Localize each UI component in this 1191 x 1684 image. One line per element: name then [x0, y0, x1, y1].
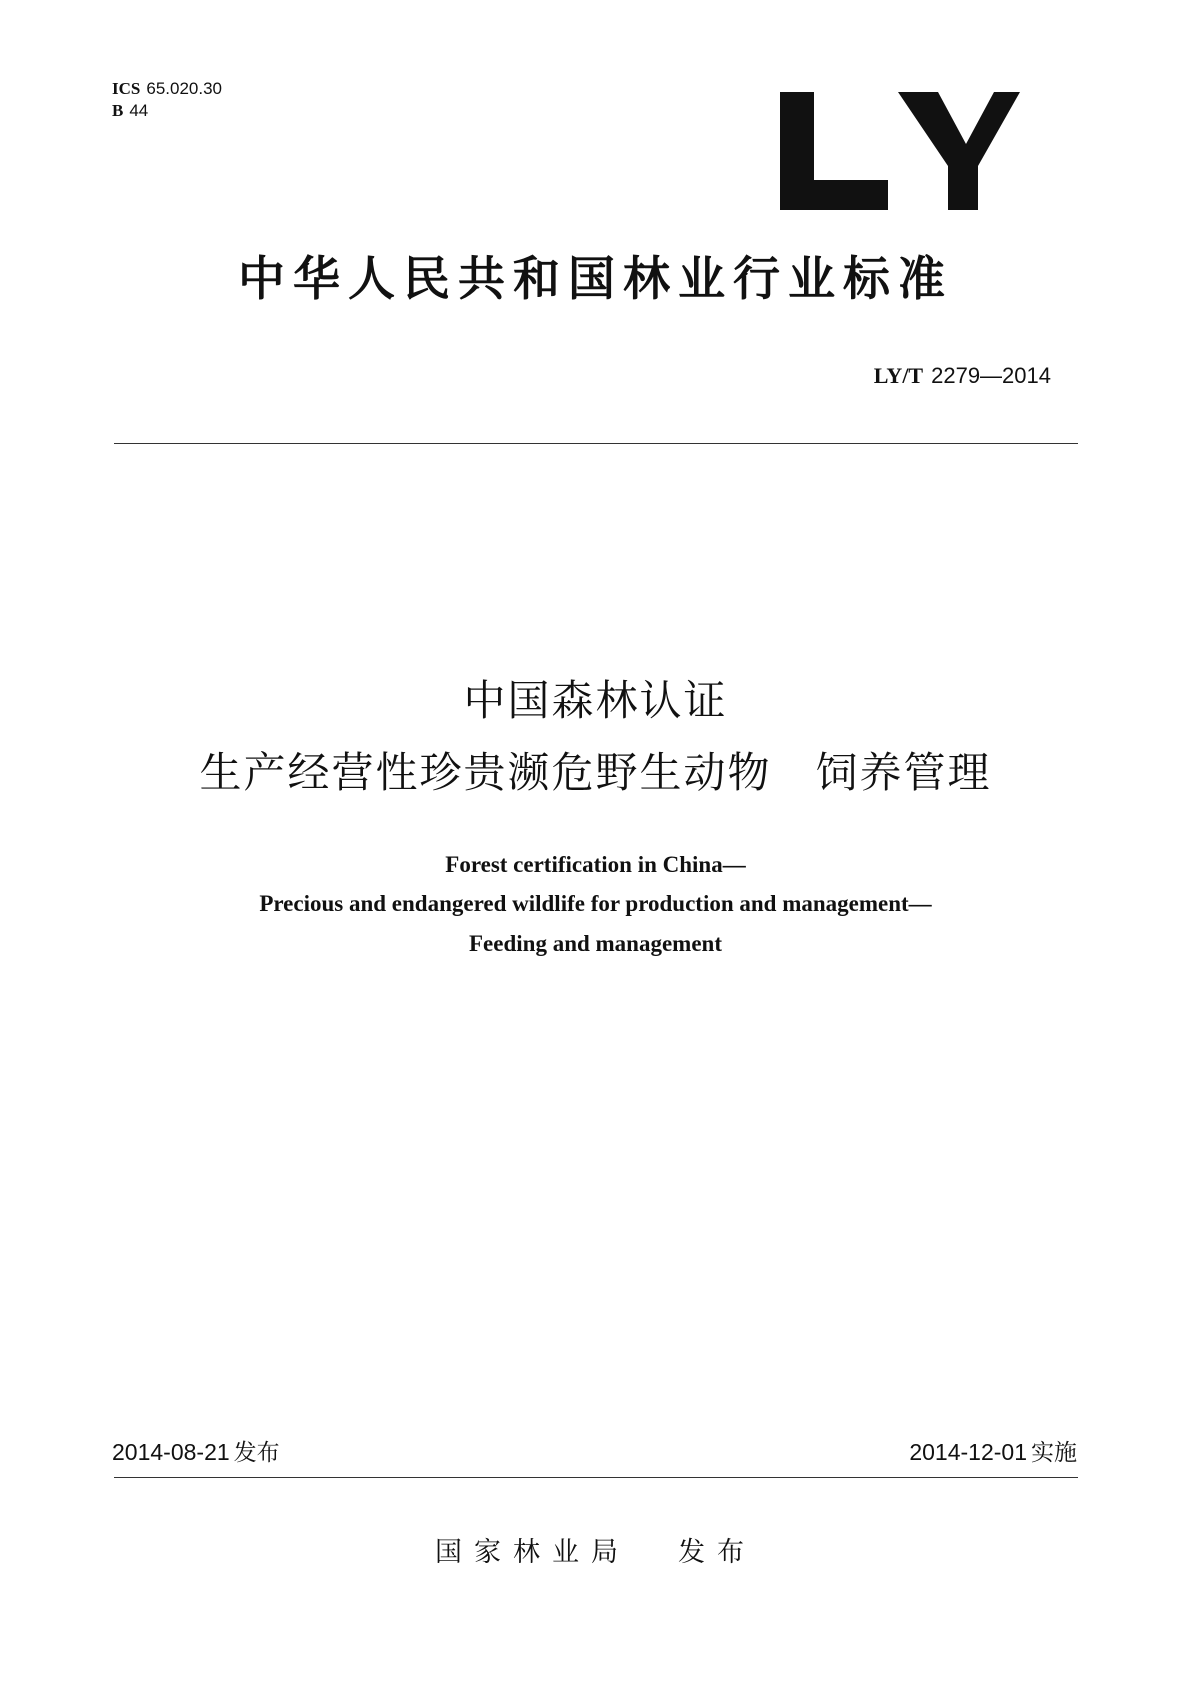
ccs-value: 44 — [129, 101, 149, 120]
logo-letter-l — [780, 92, 888, 210]
ics-code — [112, 78, 222, 100]
issue-date-label: 发布 — [233, 1440, 280, 1466]
title-cn-line2: 生产经营性珍贵濒危野生动物 饲养管理 — [199, 748, 992, 797]
ly-logo-mark — [780, 92, 1020, 210]
publisher-name: 国家林业局 — [435, 1537, 630, 1568]
ccs-label: B — [112, 101, 124, 120]
standard-number-prefix: LY/T — [873, 363, 924, 388]
title-cn-line1: 中国森林认证 — [463, 676, 728, 725]
ics-value: 65.020.30 — [146, 79, 222, 98]
ccs-code — [112, 100, 222, 122]
issue-date-value: 2014-08-21 — [112, 1439, 230, 1465]
implementation-date-value: 2014-12-01 — [909, 1439, 1027, 1465]
publisher — [0, 1535, 1191, 1571]
implementation-date — [909, 1437, 1077, 1468]
title-en-line2: Precious and endangered wildlife for production and management— — [259, 891, 932, 916]
title-en-line1: Forest certification in China— — [445, 852, 746, 877]
classification-codes — [112, 78, 222, 122]
title-en-line3: Feeding and management — [469, 931, 722, 956]
implementation-date-label: 实施 — [1031, 1440, 1077, 1466]
top-divider — [114, 443, 1078, 444]
publisher-release: 发布 — [678, 1537, 756, 1568]
logo-letter-y — [898, 92, 1020, 210]
standard-number-value: 2279—2014 — [931, 363, 1051, 388]
standard-number — [874, 362, 1051, 391]
standard-type-title: 中华人民共和国林业行业标准 — [238, 252, 953, 307]
ly-logo — [780, 92, 1020, 210]
bottom-divider — [114, 1477, 1078, 1478]
issue-date — [112, 1437, 280, 1468]
ics-label: ICS — [112, 79, 141, 98]
